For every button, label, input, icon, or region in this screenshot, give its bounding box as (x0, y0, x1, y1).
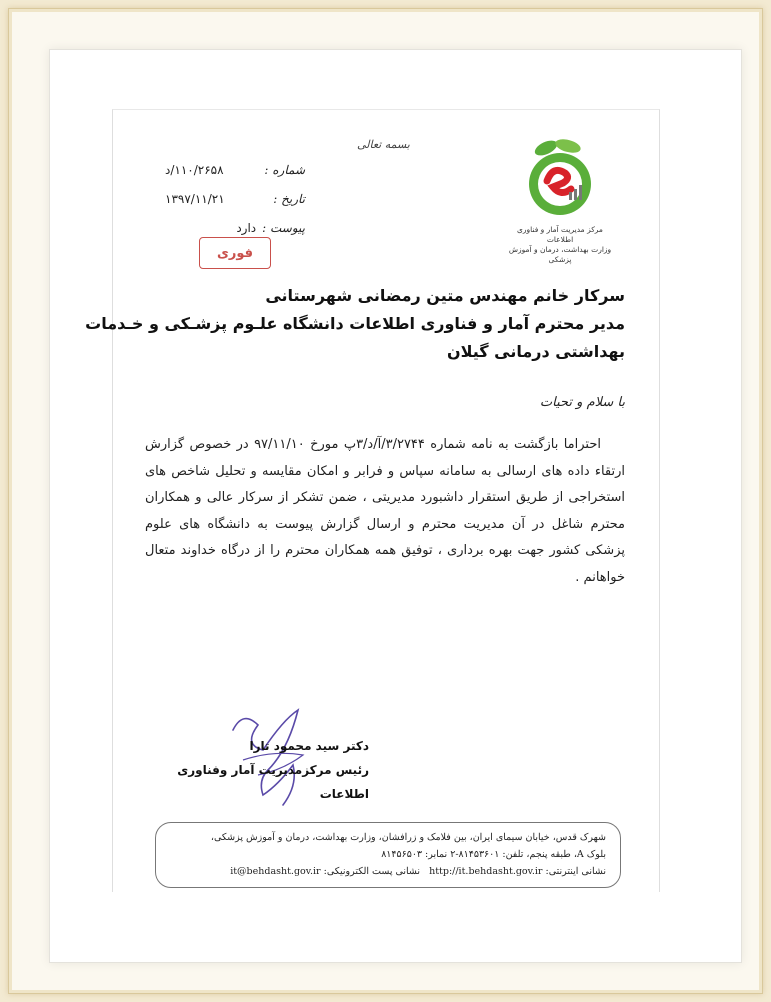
email-link[interactable]: it@behdasht.gov.ir (230, 866, 321, 877)
greeting: با سلام و تحیات (539, 395, 625, 410)
bismillah-heading: بسمه تعالی (357, 138, 410, 151)
email-label: نشانی پست الکترونیکی: (323, 866, 421, 877)
contact-line (170, 863, 606, 880)
recipient-block (85, 282, 625, 366)
signer-title: رئیس مرکزمدیریت آمار وفناوری اطلاعات (177, 763, 369, 801)
recipient-line-1: سرکار خانم مهندس متین رمضانی شهرستانی (265, 286, 625, 305)
number-label: شماره : (264, 162, 305, 177)
urgent-stamp: فوری (199, 237, 271, 269)
address-footer (155, 822, 621, 888)
website-link[interactable]: http://it.behdasht.gov.ir (429, 866, 543, 877)
logo-caption-line-2: وزارت بهداشت، درمان و آموزش پزشکی (508, 245, 612, 264)
letter-body (145, 432, 625, 591)
website-label: نشانی اینترنتی: (545, 866, 606, 877)
meta-number-row (165, 155, 305, 184)
letter-meta (165, 155, 305, 242)
recipient-line-2: مدیر محترم آمار و فناوری اطلاعات دانشگاه علـوم پزشـکی و خـدمات (85, 314, 625, 333)
date-label: تاریخ : (273, 191, 305, 206)
attachment-label: پیوست : (262, 220, 305, 235)
meta-date-row (165, 184, 305, 213)
attachment-value: دارد (236, 220, 257, 235)
logo-caption-line-1: مرکز مدیریت آمار و فناوری اطلاعات (517, 225, 603, 244)
letter-page (85, 109, 660, 892)
number-value: ۱۱۰/۲۶۵۸/د (165, 162, 224, 177)
date-value: ۱۳۹۷/۱۱/۲۱ (165, 191, 225, 206)
signature-block (159, 734, 369, 801)
address-line-2: بلوک A، طبقه پنجم، تلفن: ۸۱۴۵۳۶۰۱-۲ نمابر: ۸۱۴۵۶۵۰۳ (381, 849, 606, 860)
recipient-line-3: بهداشتی درمانی گیلان (446, 342, 625, 361)
body-paragraph: احتراما بازگشت به نامه شماره ۳/۲۷۴۴/آ/د/۳پ مورخ ۹۷/۱۱/۱۰ در خصوص گزارش ارتقاء داده های ارسالی به سامانه سپاس و فرابر و امکان مقایسه و تحلیل شاخص های استخراجی از طریق استقرار داشبورد مدیریتی ، ضمن تشکر از سرکار عالی و همکاران محترم شاغل در آن مدیریت محترم و ارسال گزارش پیوست به دانشگاه های علوم پزشکی کشور جهت بهره برداری ، توفیق همه همکاران محترم را از درگاه خداوند متعال خواهانم . (145, 437, 625, 585)
logo-caption (505, 225, 615, 265)
address-line-1: شهرک قدس، خیابان سیمای ایران، بین فلامک و زرافشان، وزارت بهداشت، درمان و آموزش پزشکی، (210, 832, 606, 843)
signer-name: دکتر سید محمود تارا (249, 739, 369, 753)
